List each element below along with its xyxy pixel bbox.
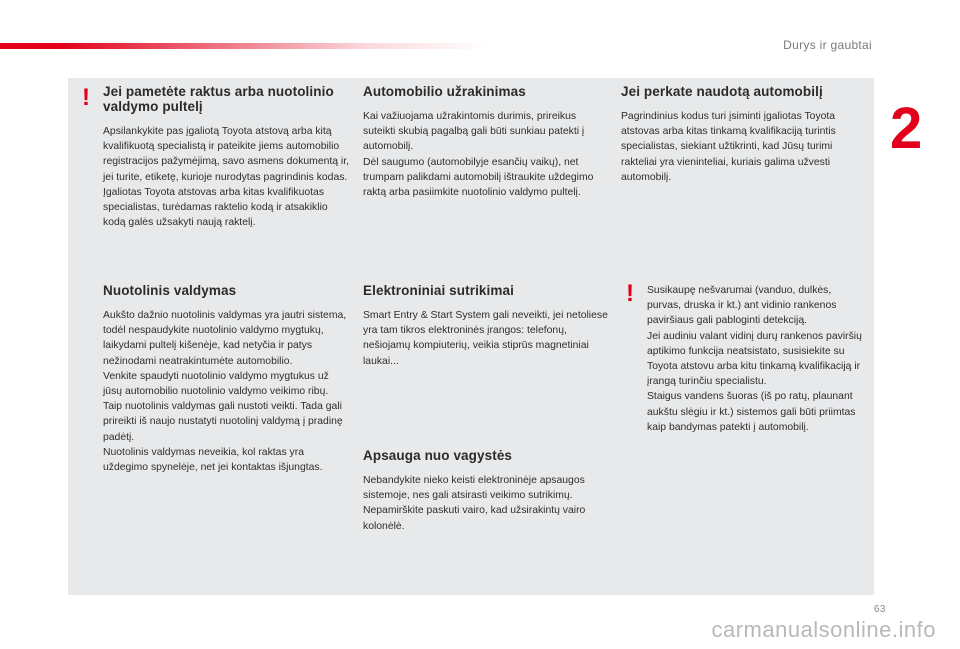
electronic-faults-body: Smart Entry & Start System gali neveikti, jei netoliese yra tam tikros elektroninės įrangos: telefonų, nešiojamų kompiuterių, veikia stiprūs magnetiniai laukai...: [363, 310, 608, 367]
electronic-faults-title: Elektroniniai sutrikimai: [363, 283, 514, 298]
remote-control-block: [103, 283, 349, 475]
anti-theft-title: Apsauga nuo vagystės: [363, 448, 513, 463]
vehicle-locking-block: [363, 84, 609, 200]
remote-control-body: Aukšto dažnio nuotolinis valdymas yra jautri sistema, todėl nespaudykite nuotolinio valdymo mygtukų, laikydami pultelį kišenėje, kad netyčia ir patys nežinodami neatrakintumėte automobilio. Venkite spaudyti nuotolinio valdymo mygtukus už jūsų automobilio nuotolinio valdymo veikimo ribų. Taip nuotolinis valdymas gali nustoti veikti. Tada gali prireikti iš naujo nustatyti nuotolinį valdymą į pradinę padėtį. Nuotolinis valdymas neveikia, kol raktas yra uždegimo spynelėje, net jei kontaktas išjungtas.: [103, 310, 347, 474]
header-accent-bar: [0, 43, 490, 49]
lost-keys-title: Jei pametėte raktus arba nuotolinio valdymo pultelį: [103, 84, 334, 114]
anti-theft-block: [363, 448, 609, 534]
remote-control-title: Nuotolinis valdymas: [103, 283, 237, 298]
used-vehicle-block: [621, 84, 867, 185]
vehicle-locking-title: Automobilio užrakinimas: [363, 84, 526, 99]
used-vehicle-title: Jei perkate naudotą automobilį: [621, 84, 823, 99]
warning-icon: !: [626, 280, 634, 307]
electronic-faults-block: [363, 283, 609, 369]
warning-icon: !: [82, 84, 90, 111]
lost-keys-body: Apsilankykite pas įgaliotą Toyota atstovą arba kitą kvalifikuotą specialistą ir pateikite jiems automobilio registracijos pažymėjimą, savo asmens dokumentą ir, jei turite, etiketę, kurioje nurodytas pagrindinis kodas. Įgaliotas Toyota atstovas arba kitas kvalifikuotas specialistas, turėdamas raktelio kodą ir atsakiklio kodą galės užsakyti naują raktelį.: [103, 126, 350, 229]
page-number: 63: [873, 604, 886, 615]
handle-dirt-warning-body: Susikaupę nešvarumai (vanduo, dulkės, purvas, druska ir kt.) ant vidinio rankenos paviršiaus gali pabloginti detekciją. Jei audiniu valant vidinį durų rankenos paviršių aptikimo funkcija neatsistato, susisiekite su Toyota atstovu arba kitu tinkamą kvalifikaciją ir įrangą turinčiu specialistu. Staigus vandens šuoras (iš po ratų, plaunant aukštu slėgiu ir kt.) sistemos gali būti priimtas kaip bandymas patekti į automobilį.: [647, 285, 862, 433]
handle-dirt-warning-block: [647, 283, 865, 435]
lost-keys-block: [103, 84, 349, 230]
vehicle-locking-body: Kai važiuojama užrakintomis durimis, prireikus suteikti skubią pagalbą gali būti sunkiau patekti į automobilį. Dėl saugumo (automobilyje esančių vaikų), net trumpam palikdami automobilį ištraukite uždegimo raktą arba pasiimkite nuotolinio valdymo pultelį.: [363, 111, 594, 199]
watermark: carmanualsonline.info: [711, 617, 936, 642]
used-vehicle-body: Pagrindinius kodus turi įsiminti įgaliotas Toyota atstovas arba kitas tinkamą kvalifikaciją turintis specialistas, siekiant užtikrinti, kad Jūsų turimi rakteliai yra vieninteliai, kuriais galima užvesti automobilį.: [621, 111, 836, 183]
anti-theft-body: Nebandykite nieko keisti elektroninėje apsaugos sistemoje, nes gali atsirasti veikimo sutrikimų. Nepamirškite paskuti vairo, kad užsirakintų vairo kolonėlė.: [363, 475, 586, 532]
section-title: Durys ir gaubtai: [783, 38, 872, 52]
chapter-number: 2: [890, 96, 921, 161]
